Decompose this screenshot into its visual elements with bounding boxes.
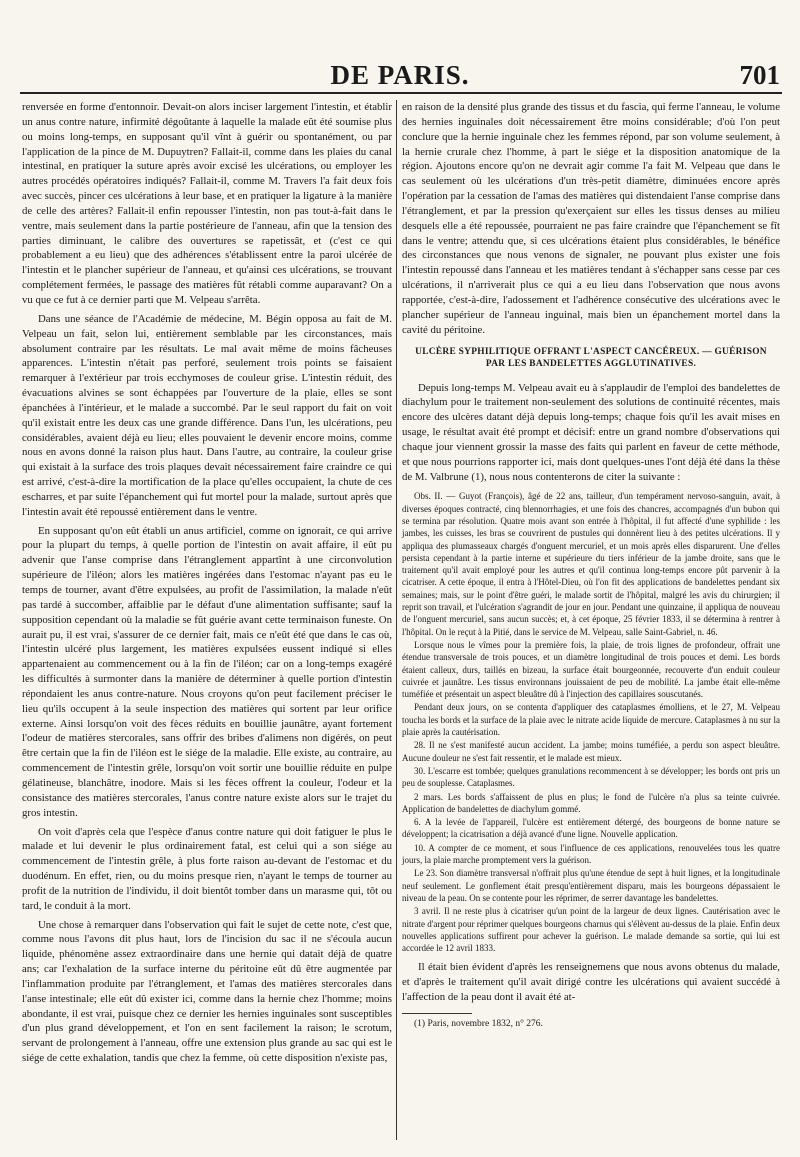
running-title: DE PARIS. — [330, 60, 470, 90]
observation-paragraph: Obs. II. — Guyot (François), âgé de 22 ans, tailleur, d'un tempérament nervoso-sanguin, avait, à diverses époques contracté, cinq blennorrhagies, et une fois des chancres, accompagnés d'un bubon qui se termina par résolution. Quatre mois avant son entrée à l'hôpital, il fut affecté d'une syphilide : les jambes, les cuisses, les bras se couvrirent de pustules qui donnèrent lieu à des petites ulcérations. Il y appliqua des plumasseaux chargés d'onguent mercuriel, et un mois après elles disparurent. Une d'elles persista cependant à la partie interne et supérieure du tiers inférieur de la jambe droite, sans que le traitement qu'il avait employé pour les autres et qu'il continua long-temps encore pût parvenir à la cicatriser. A cette époque, il entra à l'Hôtel-Dieu, où l'on fit des applications de bandelettes pendant six semaines; mais, sur le point d'être guéri, le malade sortit de l'hôpital, malgré les avis du chirurgien; il reprit son travail, et l'ulcération s'agrandit de jour en jour. Pendant une quinzaine, il appliqua de nouveau de l'onguent mercuriel, sans aucun succès; et, à cet époque, 25 février 1833, il se détermina à rentrer à l'hôpital. On le reçut à la Pitié, dans le service de M. Velpeau, salle Saint-Gabriel, n. 46. — [402, 491, 780, 637]
paragraph: renversée en forme d'entonnoir. Devait-on alors inciser largement l'intestin, et établir un anus contre nature, infirmité dégoûtante à laquelle la malade eût été soumise plus ou moins long-temps, en supposant qu'il vînt à guérir ou spontanément, ou par l'application de la pince de M. Dupuytren? Fallait-il, comme dans les plaies du canal intestinal, en pratiquer la suture après avoir excisé les ulcérations, ou employer les autres procédés opératoires indiqués? Fallait-il, comme M. Travers l'a fait deux fois avec succès, pincer ces ulcérations à leur base, et en pratiquer la ligature à la manière de celle des artères? Fallait-il enfin repousser l'intestin, non pas tout-à-fait dans le ventre, mais seulement dans la partie postérieure de l'anneau, afin que la tension des parties diminuant, le calibre des ouvertures se rapetissât, et (c'est ce qui probablement a eu lieu) que des adhérences s'établissent entre la paroi ulcérée de l'intestin et le plancher supérieur de l'anneau, et qu'ainsi ces ulcérations, se trouvant complétement fermées, le passage des matières fût rétabli comme auparavant? On a vu que ce fut à ce dernier parti que M. Velpeau s'arrêta. — [22, 101, 392, 306]
footnote-rule — [402, 1013, 472, 1014]
header-rule — [20, 92, 782, 94]
observation-paragraph: Le 23. Son diamètre transversal n'offrait plus qu'une étendue de sept à huit lignes, et la longitudinale neuf seulement. Le gonflement était presqu'entièrement disparu, mais les bourgeons dépassaient le niveau de la peau. On se contente pour les réprimer, de serrer davantage les bandelettes. — [402, 868, 780, 903]
column-divider — [396, 100, 397, 1140]
paragraph: En supposant qu'on eût établi un anus artificiel, comme on ignorait, ce qui arrive pour la plupart du temps, à quelle portion de l'intestin on avait affaire, il eût pu advenir que l'anse comprise dans l'étranglement appartînt à une circonvolution supérieure de l'iléon; alors les matières ingérées dans l'estomac n'ayant pas eu le temps de tourner, avant d'être expulsées, au profit de l'assimilation, la malade n'eût pas tardé à succomber, affaiblie par le défaut d'une alimentation suffisante; sauf la supposition cependant où la maladie se fût guérie avant cette terminaison funeste. On aurait pu, il est vrai, s'assurer de ce dernier fait, mais ce n'eût été que dans le cas où, l'intestin ulcéré plus largement, les matières expulsées eussent indiqué si elles appartenaient au commencement ou à la fin de l'iléon; car on a long-temps exagéré les difficultés à surmonter dans la manière de déterminer à quelle portion d'intestin répondaient les anus contre-nature. Nous croyons qu'on peut facilement préciser le lieu qu'ils occupent à la seule inspection des matières qui sortent par leur orifice externe. Ainsi lorsqu'on voit des fèces réduits en bouillie jaunâtre, ayant fortement l'odeur de matières stercorales, sans offrir des bribes d'alimens non digérés, on peut être certain que la fin de l'iléon est le siége de la maladie. Elle existe, au contraire, au commencement de l'intestin grêle, lorsqu'on voit sortir une bouillie réduite en pulpe gélatineuse, blanchâtre, inodore. Mais si les fèces offrent la couleur, l'odeur et la consistance des matières stercorales, l'anus contre nature existe alors sur le trajet du gros intestin. — [22, 524, 392, 819]
observation-paragraph: 30. L'escarre est tombée; quelques granulations recommencent à se développer; les bords ont pris un peu de souplesse. Cataplasmes. — [402, 765, 780, 789]
observation-paragraph: 2 mars. Les bords s'affaissent de plus en plus; le fond de l'ulcère n'a plus sa teinte cuivrée. Application de bandelettes de diachylum gommé. — [402, 791, 780, 814]
observation-paragraph: Lorsque nous le vîmes pour la première fois, la plaie, de trois lignes de profondeur, offrait une étendue transversale de trois pouces, et un diamètre longitudinal de trois pouces et demi. Les bords étaient calleux, durs, taillés en bizeau, la surface était bourgeonnée, recouverte d'un enduit couleur cuivrée et jaunâtre. Les tissus environnans jouissaient de peu de mobilité. La jambe était elle-même tuméfiée et présentait un aspect bleuâtre dû à l'injection des capillaires souscutanés. — [402, 639, 780, 700]
paragraph: Une chose à remarquer dans l'observation qui fait le sujet de cette note, c'est que, comme nous l'avons dit plus haut, lors de l'incision du sac il ne s'écoula aucun liquide, phénomène assez extraordinaire dans une hernie qui datait déjà de quatre ans; car l'exhalation de la surface interne du péritoine eût dû être augmentée par l'inflammation produite par l'étranglement, et l'amas des matières stercorales dans l'anse intestinale; elle eût dû exister ici, comme dans la hernie chez l'homme; moins abondante, il est vrai, puisque chez ce dernier les hernies inguinales sont susceptibles d'un plus grand développement, et l'on en sent facilement la raison; le scrotum, servant de prolongement à l'anneau, offre une extension plus grande au sac qui est le siége de cette exhalation, tandis que chez la femme, où cette disposition n'existe pas, — [22, 918, 392, 1065]
section-heading-line: ULCÈRE SYPHILITIQUE OFFRANT L'ASPECT CANCÉREUX. — GUÉRISON — [415, 346, 767, 357]
observation-paragraph: 3 avril. Il ne reste plus à cicatriser qu'un point de la largeur de deux lignes. Cautérisation avec le nitrate d'argent pour réprimer quelques bourgeons charnus qui s'élèvent au-dessus de la plaie. Enfin deux nouvelles applications suffirent pour achever la guérison. Le malade demande sa sortie, qui lui est accordée le 12 avril 1833. — [402, 906, 780, 954]
observation-paragraph: Pendant deux jours, on se contenta d'appliquer des cataplasmes émolliens, et le 27, M. Velpeau toucha les bords et la surface de la plaie avec le nitrate acide liquide de mercure. Cataplasmes à nu sur la plaie après la cautérisation. — [402, 702, 780, 738]
paragraph: On voit d'après cela que l'espèce d'anus contre nature qui doit fatiguer le plus le malade et lui devenir le plus ordinairement fatal, est celui qui a son siége au commencement de l'intestin grêle, à plus forte raison au-devant de l'estomac et du duodénum. En effet, rien, ou du moins presque rien, n'ayant le temps de tourner au profit de la nutrition de l'individu, il doit bientôt tomber dans un marasme qui, tôt ou tard, le conduit à la mort. — [22, 825, 392, 912]
paragraph: Il était bien évident d'après les renseignemens que nous avons obtenus du malade, et d'après le traitement qu'il avait dirigé contre les ulcérations qui avaient succédé à l'affection de la peau dont il avait été at- — [402, 961, 780, 1004]
section-heading — [402, 346, 780, 371]
page-number: 701 — [739, 60, 780, 90]
section-heading-line: PAR LES BANDELETTES AGGLUTINATIVES. — [485, 359, 697, 369]
observation-paragraph: 6. A la levée de l'appareil, l'ulcère est entièrement détergé, des bourgeons de bonne nature se développent; la cicatrisation a déjà avancé d'une ligne. Nouvelle application. — [402, 817, 780, 840]
observation-paragraph: 28. Il ne s'est manifesté aucun accident. La jambe; moins tuméfiée, a perdu son aspect bleuâtre. Aucune douleur ne s'est fait ressentir, et le malade est mieux. — [402, 740, 780, 763]
paragraph: Dans une séance de l'Académie de médecine, M. Bégin opposa au fait de M. Velpeau un fait, selon lui, entièrement semblable par les circonstances, mais absolument contraire par les résultats. Le mal avait même de moins fâcheuses apparences. L'intestin n'était pas perforé, seulement trois points se faisaient remarquer à l'extérieur par trois ecchymoses de couleur grise. L'intestin réduit, des évacuations alvines se sont échappées par l'ouverture de la plaie, elles se sont épanchées à l'intérieur, et le malade a succombé. Par le seul rapport du fait on voit qu'il existait entre les deux cas une grande différence. Dans l'un, les ulcérations, peu considérables, avaient déjà eu lieu; elles pouvaient le devenir encore moins, comme nous en avons donné la raison plus haut. Dans l'autre, au contraire, la couleur grise qui existait à la surface des trois plaques devait nécessairement faire craindre ce qui est arrivé, c'est-à-dire la mortification de la place qu'elles occupaient, la chute de ces escharres, et par suite l'épanchement qui fut mortel pour la malade, surtout après que l'intestin avait été repoussé entièrement dans le ventre. — [22, 312, 392, 518]
observation-block — [402, 490, 780, 954]
paragraph: Depuis long-temps M. Velpeau avait eu à s'applaudir de l'emploi des bandelettes de diachylum pour le traitement non-seulement des solutions de continuité récentes, mais encore des ulcères datant déjà depuis long-temps; chaque fois qu'il les avait mises en usage, le résultat avait été prompt et décisif: entre un grand nombre d'observations qui chaque jour viennent grossir la masse des faits qui parlent en faveur de cette méthode, et que nous pourrions rapporter ici, mais dont quelques-unes l'ont déjà été dans la thèse de M. Valbrune (1), nous nous contenterons de citer la suivante : — [402, 381, 780, 483]
paragraph: en raison de la densité plus grande des tissus et du fascia, qui ferme l'anneau, le volume des hernies inguinales doit nécessairement être moins considérable; d'où l'on peut conclure que la hernie inguinale chez les femmes répond, par son volume seulement, à la hernie crurale chez l'homme, à part le siége et la disposition anatomique de la région. Ajoutons encore qu'on ne devrait agir comme l'a fait M. Velpeau que dans le cas seulement où les ulcérations d'un très-petit diamètre, diminuées encore après l'opération par la cessation de l'amas des matières qui distendaient l'anse comprise dans l'étranglement, et par la pression qu'exerçaient sur elles les tissus denses au milieu desquels elle a été repoussée, pourraient ne pas faire craindre que l'épanchement se fît dans le ventre; attendu que, si ces ulcérations étaient plus considérables, le bénéfice des circonstances que nous venons de signaler, ne pouvant plus exister une fois l'intestin repoussé dans l'anneau et les matières tendant à s'échapper sans cesse par ces ulcérations, il n'arriverait plus ce qui a eu lieu dans l'observation que nous avons rapportée, c'est-à-dire, l'adossement et l'adhérence consécutive des ulcérations avec le plancher supérieur de l'anneau inguinal, mais bien un épanchement mortel dans la cavité du péritoine. — [402, 101, 780, 336]
page-header — [0, 52, 800, 102]
footnote: (1) Paris, novembre 1832, n° 276. — [414, 1018, 543, 1029]
left-column — [22, 100, 392, 1070]
right-column — [402, 100, 780, 1034]
observation-paragraph: 10. A compter de ce moment, et sous l'influence de ces applications, renouvelées tous les quatre jours, la plaie marche promptement vers la guérison. — [402, 842, 780, 866]
